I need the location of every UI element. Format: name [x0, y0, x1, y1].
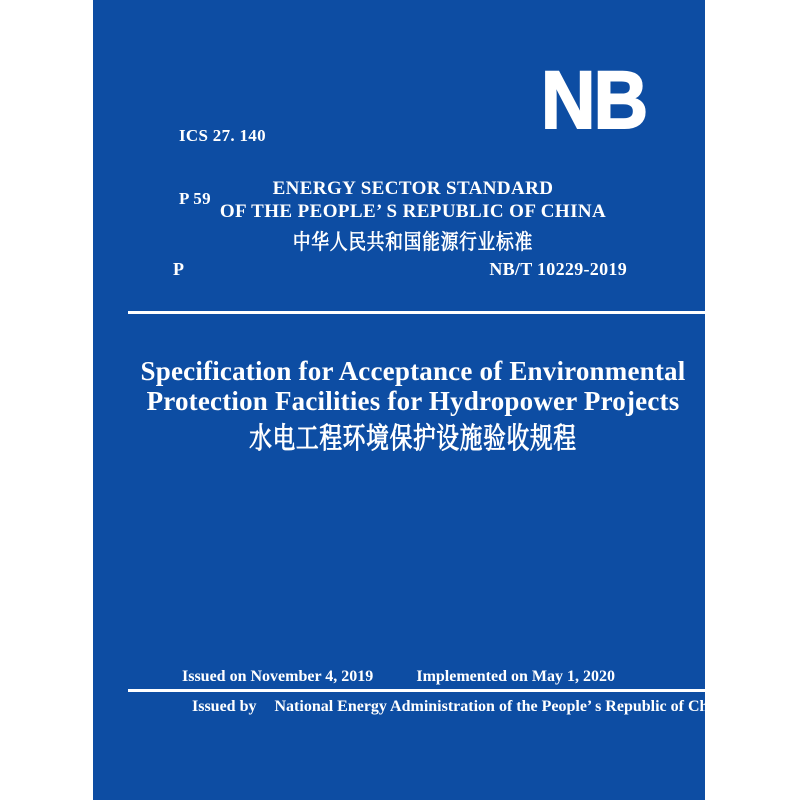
title-zh: 水电工程环境保护设施验收规程 [249, 423, 577, 455]
ics-code: ICS 27. 140 [179, 126, 266, 145]
doc-class-letter: P [173, 259, 184, 279]
nb-logo: NB [541, 55, 647, 146]
standard-org-en-line1: ENERGY SECTOR STANDARD [272, 178, 554, 199]
title-en-line2: Protection Facilities for Hydropower Projects [146, 386, 680, 416]
title-en-line1: Specification for Acceptance of Environmental [140, 356, 686, 386]
cover-blue-field [93, 0, 730, 800]
issued-by-row [192, 698, 730, 716]
divider-bottom [128, 689, 705, 692]
classification-code: P 59 [179, 189, 211, 208]
implemented-date: Implemented on May 1, 2020 [416, 668, 615, 685]
standard-org-en-line2: OF THE PEOPLE’ S REPUBLIC OF CHINA [219, 201, 607, 222]
standard-number: NB/T 10229-2019 [489, 259, 627, 279]
standard-org-zh: 中华人民共和国能源行业标准 [292, 231, 534, 254]
divider-top [128, 311, 705, 314]
issued-date: Issued on November 4, 2019 [182, 668, 374, 685]
issued-by-label: Issued by [192, 698, 257, 715]
issued-by-value: National Energy Administration of the People’ s Republic of China [274, 698, 730, 715]
